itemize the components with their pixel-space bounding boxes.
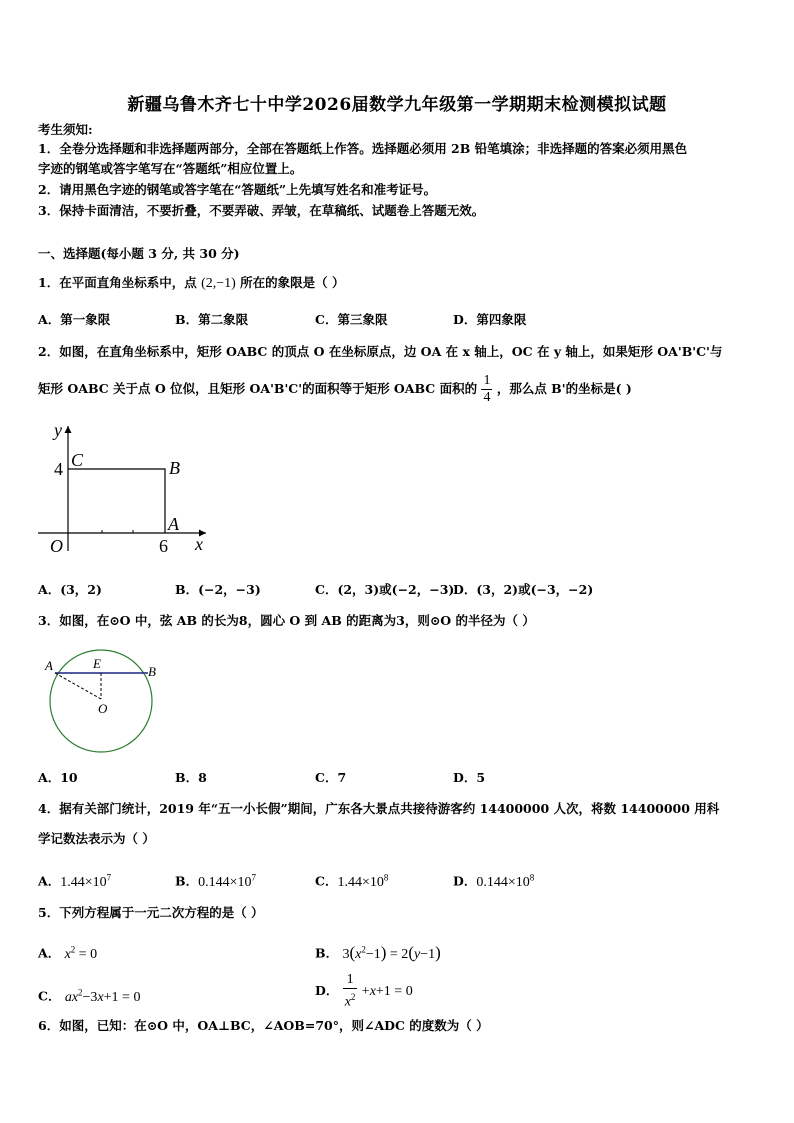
q5-option-d-fraction	[343, 972, 358, 1011]
q5-option-a-label: A．	[38, 945, 61, 961]
q2-line-2b: ，那么点 B'的坐标是( )	[496, 381, 632, 396]
q1-prefix: 1．在平面直角坐标系中，点	[38, 275, 197, 290]
q4-option-c	[315, 868, 388, 892]
q2-option-a: A．(3，2)	[38, 582, 102, 597]
q4-option-c-label: C．	[315, 873, 338, 889]
q6-text: 6．如图，已知：在⊙O 中，OA⊥BC，∠AOB=70°，则∠ADC 的度数为（ ）	[38, 1018, 489, 1033]
question-1	[38, 274, 345, 293]
q2-fraction-den: 4	[483, 390, 491, 405]
q4-option-a	[38, 868, 111, 892]
q5-option-d	[315, 972, 413, 1011]
q1-option-b: B．第二象限	[175, 312, 249, 327]
q4-option-b-label: B．	[175, 873, 199, 889]
q5-option-b	[315, 940, 441, 964]
notice-item-2: 2．请用黑色字迹的钢笔或答字笔在“答题纸”上先填写姓名和准考证号。	[38, 182, 437, 197]
notice-item-3: 3．保持卡面清洁，不要折叠，不要弄破、弄皱，在草稿纸、试题卷上答题无效。	[38, 203, 485, 218]
label-o: O	[98, 701, 108, 716]
q1-suffix: 所在的象限是（ ）	[240, 275, 345, 290]
q4-line-2: 学记数法表示为（ ）	[38, 831, 155, 846]
q1-option-d: D．第四象限	[453, 312, 527, 327]
q4-option-d-value	[476, 872, 535, 890]
q5-option-d-den: $x^2$	[344, 992, 356, 1010]
q4-option-b-exponent: 7	[251, 872, 256, 882]
notice-heading: 考生须知:	[38, 122, 93, 137]
q4-option-d	[453, 868, 534, 892]
label-e: E	[93, 656, 101, 671]
rectangle-oabc	[68, 469, 165, 533]
q4-option-b-value	[198, 872, 256, 890]
label-c: C	[71, 450, 84, 470]
q5-text: 5．下列方程属于一元二次方程的是（ ）	[38, 905, 264, 920]
q2-line-2	[38, 370, 632, 408]
q4-option-d-exponent: 8	[529, 872, 535, 882]
label-b: B	[148, 664, 156, 679]
section-heading: 一、选择题(每小题 3 分, 共 30 分)	[38, 246, 240, 261]
q4-option-a-mantissa: 1.44×10	[60, 874, 107, 890]
q3-option-c: C．7	[315, 770, 347, 785]
q5-option-b-label: B．	[315, 945, 339, 961]
q3-option-b: B．8	[175, 770, 207, 785]
q2-option-b: B．(−2，−3)	[175, 582, 261, 597]
page-title: 新疆乌鲁木齐七十中学2026届数学九年级第一学期期末检测模拟试题	[127, 95, 667, 115]
q5-option-c-equation: $ax^2-3x+1 = 0$	[64, 987, 141, 1005]
q2-line-2a: 矩形 OABC 关于点 O 位似，且矩形 OA'B'C'的面积等于矩形 OABC 面积的	[38, 381, 478, 396]
notice-item-1a: 1．全卷分选择题和非选择题两部分，全部在答题纸上作答。选择题必须用 2B 铅笔填涂；非选择题的答案必须用黑色	[38, 141, 688, 156]
q5-option-d-rest: +x+1 = 0	[361, 984, 413, 999]
q4-option-b	[175, 868, 256, 892]
q2-option-c: C．(2，3)或(−2，−3)	[315, 582, 455, 597]
q5-option-b-equation: $3(x^2-1) = 2(y-1)$	[342, 942, 441, 962]
q3-option-a: A．10	[38, 770, 78, 785]
q2-figure	[30, 416, 220, 561]
q4-option-a-label: A．	[38, 873, 61, 889]
label-o: O	[50, 536, 63, 556]
q3-option-d: D．5	[453, 770, 486, 785]
q5-option-a-equation: $x^2 = 0$	[64, 944, 98, 962]
q4-option-c-value	[337, 872, 389, 890]
label-y: y	[54, 420, 62, 440]
q4-line-1: 4．据有关部门统计，2019 年“五一小长假”期间，广东各大景点共接待游客约 14400000 人次，将数 14400000 用科	[38, 801, 720, 816]
q4-option-c-exponent: 8	[383, 872, 389, 882]
q5-option-a	[38, 940, 97, 964]
q2-line-1: 2．如图，在直角坐标系中，矩形 OABC 的顶点 O 在坐标原点，边 OA 在 x 轴上，OC 在 y 轴上，如果矩形 OA'B'C'与	[38, 344, 723, 359]
q4-option-b-mantissa: 0.144×10	[198, 874, 252, 890]
label-a: A	[168, 514, 179, 534]
q3-figure	[40, 646, 165, 761]
q3-text: 3．如图，在⊙O 中，弦 AB 的长为8，圆心 O 到 AB 的距离为3，则⊙O 的半径为（ ）	[38, 613, 535, 628]
q5-option-d-num: 1	[343, 972, 358, 989]
segment-oa	[55, 673, 101, 699]
q2-option-d: D．(3，2)或(−3，−2)	[453, 582, 594, 597]
label-x: x	[195, 534, 203, 554]
q4-option-c-mantissa: 1.44×10	[337, 874, 384, 890]
label-4: 4	[54, 459, 63, 479]
q2-fraction-num: 1	[483, 373, 491, 388]
q4-option-d-mantissa: 0.144×10	[476, 874, 530, 890]
q5-option-d-label: D．	[315, 983, 339, 998]
q4-option-a-exponent: 7	[106, 872, 112, 882]
notice-item-1b: 字迹的钢笔或答字笔写在“答题纸”相应位置上。	[38, 161, 303, 176]
q5-option-c-label: C．	[38, 988, 61, 1004]
label-a: A	[45, 658, 53, 673]
q4-option-d-label: D．	[453, 873, 477, 889]
q1-point: (2,−1)	[201, 276, 236, 291]
q1-option-a: A．第一象限	[38, 312, 111, 327]
q1-option-c: C．第三象限	[315, 312, 388, 327]
q2-fraction	[481, 373, 492, 406]
q4-option-a-value	[60, 872, 112, 890]
label-6: 6	[159, 536, 168, 556]
label-b: B	[169, 458, 180, 478]
q5-option-c	[38, 983, 140, 1007]
